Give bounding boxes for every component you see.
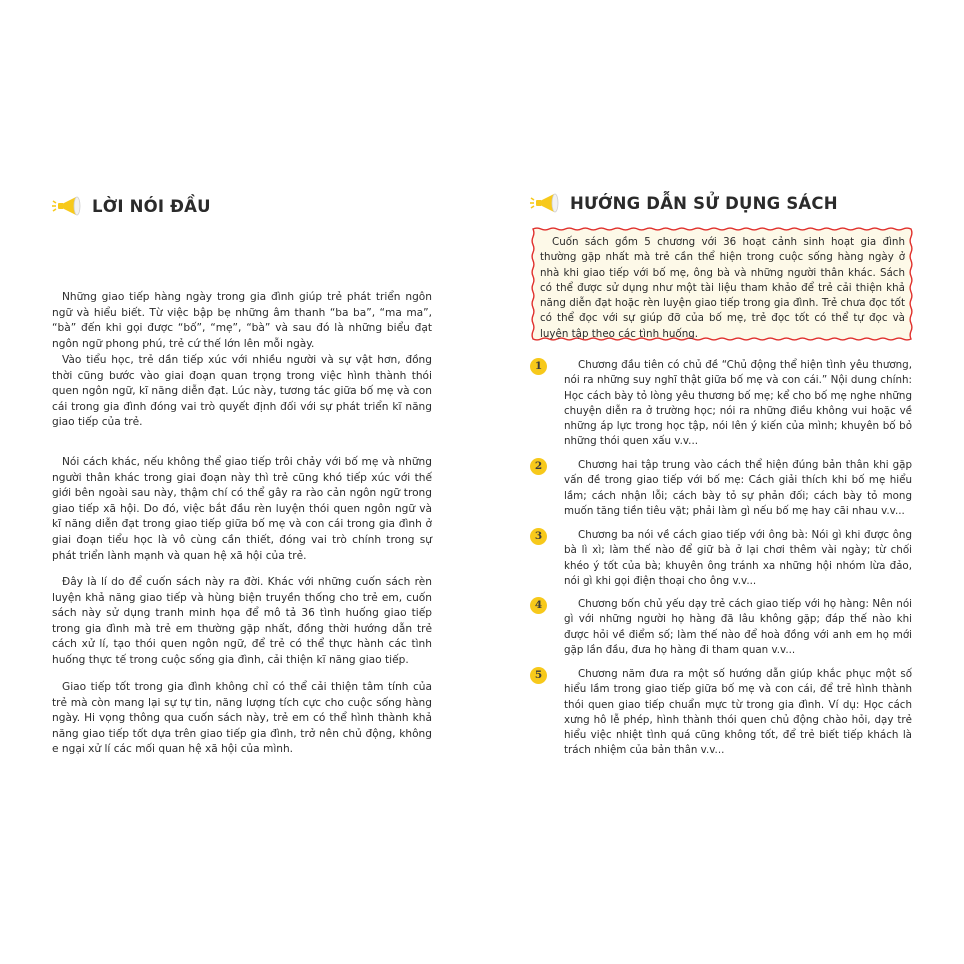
chapter-description: Chương đầu tiên có chủ đề “Chủ động thể hiện tình yêu thương, nói ra những suy nghĩ thật giữa bố mẹ và con cái.” Nội dung chính: Học cách bày tỏ lòng yêu thương bố mẹ; kể cho bố mẹ nghe những chuyện diễn ra ở trường học; nói ra những điều không vui hoặc về những áp lực trong học tập, nói lên ý kiến của mình; khuyên bố bỏ những thói quen xấu v.v... (564, 359, 912, 448)
chapter-description: Chương năm đưa ra một số hướng dẫn giúp khắc phục một số hiểu lầm trong giao tiếp giữa bố mẹ và con cái, để trẻ hình thành thói quen giao tiếp chuẩn mực từ trong gia đình. Ví dụ: Học cách xưng hô lễ phép, hình thành thói quen chủ động chào hỏi, dạy trẻ hiểu việc nhiệt tình quá cũng không tốt, để trẻ biết tiếp khách là trách nhiệm của bản thân v.v... (564, 668, 912, 757)
guide-intro-text: Cuốn sách gồm 5 chương với 36 hoạt cảnh sinh hoạt gia đình thường gặp nhất mà trẻ cần thể hiện trong cuộc sống hàng ngày ở nhà khi giao tiếp với bố mẹ, ông bà và những người thân khác. Sách có thể được sử dụng như một tài liệu tham khảo để trẻ cải thiện khả năng diễn đạt hoặc rèn luyện giao tiếp trong gia đình. Trẻ chưa đọc tốt có thể đọc với sự giúp đỡ của bố mẹ, trẻ đọc tốt có thể tự đọc và luyện tập theo các tình huống. (540, 236, 905, 340)
preface-paragraph-4: Đây là lí do để cuốn sách này ra đời. Khác với những cuốn sách rèn luyện khả năng giao tiếp và hùng biện truyền thống cho trẻ em, cuốn sách này sử dụng tranh minh họa để mô tả 36 tình huống giao tiếp trong gia đình mà trẻ em thường gặp nhất, đồng thời hướng dẫn trẻ cách xử lí, tạo thói quen ngôn ngữ, để trẻ có thể thực hành các tình huống thực tế trong cuộc sống gia đình, cải thiện kĩ năng giao tiếp. (52, 576, 432, 666)
guide-intro-box (530, 226, 914, 342)
page-title: HƯỚNG DẪN SỬ DỤNG SÁCH (570, 193, 838, 213)
chapter-description: Chương ba nói về cách giao tiếp với ông bà: Nói gì khi được ông bà lì xì; làm thế nào để giữ bà ở lại chơi thêm vài ngày; từ chối khéo ý tốt của bà; khuyên ông tránh xa những hội nhóm lừa đảo, nói gì khi gọi điện thoại cho ông v.v... (564, 529, 912, 587)
page-title: LỜI NÓI ĐẦU (92, 196, 211, 216)
preface-paragraph-1: Những giao tiếp hàng ngày trong gia đình giúp trẻ phát triển ngôn ngữ và hiểu biết. Từ việc bập bẹ những âm thanh “ba ba”, “ma ma”, “bà” đến khi gọi được “bố”, “mẹ”, “bà” và sau đó là những biểu đạt ngôn ngữ phong phú, trẻ cứ thế lớn lên mỗi ngày. (52, 291, 432, 350)
chapter-number-badge: 3 (530, 528, 547, 545)
chapter-number-badge: 2 (530, 458, 547, 475)
chapter-number-badge: 5 (530, 667, 547, 684)
preface-heading (52, 195, 211, 217)
preface-paragraph-3: Nói cách khác, nếu không thể giao tiếp trôi chảy với bố mẹ và những người thân khác trong giai đoạn này thì trẻ cũng khó tiếp xúc với thế giới bên ngoài sau này, thậm chí có thể gây ra rào cản ngôn ngữ trong giao tiếp xã hội. Do đó, việc bắt đầu rèn luyện thói quen ngôn ngữ và kĩ năng diễn đạt trong giao tiếp giữa bố mẹ và con cái trong gia đình ở giai đoạn tiểu học là vô cùng cần thiết, đóng vai trò chính trong sự phát triển lành mạnh và quan hệ xã hội của trẻ. (52, 456, 432, 562)
right-page (482, 0, 964, 964)
guide-heading (530, 192, 838, 214)
chapter-description: Chương hai tập trung vào cách thể hiện đúng bản thân khi gặp vấn đề trong giao tiếp với bố mẹ: Cách giải thích khi bố mẹ hiểu lầm; cách nhận lỗi; cách bày tỏ sự phản đối; cách bày tỏ mong muốn tăng tiền tiêu vặt; phải làm gì nếu bố mẹ hay cãi nhau v.v... (564, 459, 912, 517)
chapter-number-badge: 4 (530, 597, 547, 614)
megaphone-icon (52, 195, 84, 217)
chapter-description: Chương bốn chủ yếu dạy trẻ cách giao tiếp với họ hàng: Nên nói gì với những người họ hàng đã lâu không gặp; đáp thế nào khi được hỏi về điểm số; làm thế nào để hoà đồng với anh em họ mới gặp lần đầu, đưa họ hàng đi tham quan v.v... (564, 598, 912, 656)
preface-paragraph-5: Giao tiếp tốt trong gia đình không chỉ có thể cải thiện tâm tính của trẻ mà còn mang lại sự tự tin, năng lượng tích cực cho cuộc sống hàng ngày. Hi vọng thông qua cuốn sách này, trẻ em có thể hình thành khả năng giao tiếp tốt dựa trên giao tiếp gia đình, trở nên chủ động, không e ngại xử lí các mối quan hệ xã hội của mình. (52, 681, 432, 756)
megaphone-icon (530, 192, 562, 214)
chapter-number-badge: 1 (530, 358, 547, 375)
preface-paragraph-2: Vào tiểu học, trẻ dần tiếp xúc với nhiều người và sự vật hơn, đồng thời cũng bước vào giai đoạn quan trọng trong việc hình thành thói quen ngôn ngữ, kĩ năng diễn đạt. Lúc này, tương tác giữa bố mẹ và con cái trong gia đình đóng vai trò quyết định đối với sự phát triển kĩ năng giao tiếp của trẻ. (52, 354, 432, 429)
